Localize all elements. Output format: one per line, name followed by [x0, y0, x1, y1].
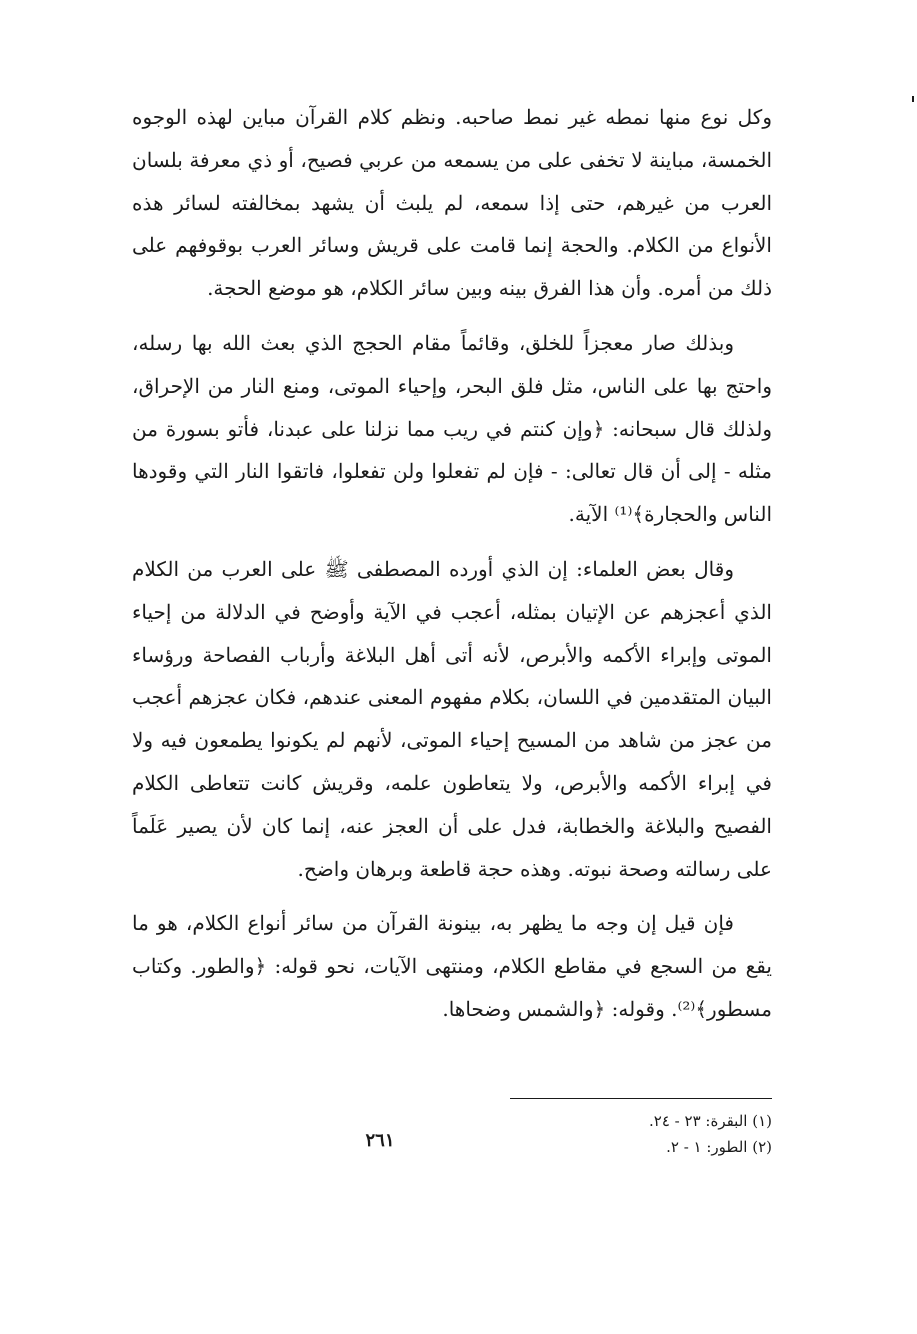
footnote-1: (١) البقرة: ٢٣ - ٢٤. — [649, 1112, 772, 1130]
paragraph-2: وبذلك صار معجزاً للخلق، وقائماً مقام الحجج الذي بعث الله بها رسله، واحتج بها على الناس، مثل فلق البحر، وإحياء الموتى، ومنع النار من الإحراق، ولذلك قال سبحانه: ﴿وإن كنتم في ريب مما نزلنا على عبدنا، فأتو بسورة من مثله - إلى أن قال تعالى: - فإن لم تفعلوا ولن تفعلوا، فاتقوا النار التي وقودها الناس والحجارة﴾⁽¹⁾ الآية. — [132, 330, 772, 527]
paragraph-4: فإن قيل إن وجه ما يظهر به، بينونة القرآن من سائر أنواع الكلام، هو ما يقع من السجع في مقاطع الكلام، ومنتهى الآيات، نحو قوله: ﴿والطور. وكتاب مسطور﴾⁽²⁾. وقوله: ﴿والشمس وضحاها. — [132, 911, 772, 1021]
page-number: ٢٦١ — [365, 1130, 395, 1151]
paragraph-1: وكل نوع منها نمطه غير نمط صاحبه. ونظم كلام القرآن مباين لهذه الوجوه الخمسة، مباينة لا تخفى على من يسمعه من عربي فصيح، أو ذي معرفة بلسان العرب من غيرهم، حتى إذا سمعه، لم يلبث أن يشهد بمخالفته لسائر هذه الأنواع من الكلام. والحجة إنما قامت على قريش وسائر العرب بوقوفهم على ذلك من أمره. وأن هذا الفرق بينه وبين سائر الكلام، هو موضع الحجة. — [132, 105, 772, 301]
footnote-divider — [510, 1098, 772, 1099]
body-text — [132, 96, 772, 1031]
paragraph-3: وقال بعض العلماء: إن الذي أورده المصطفى ﷺ على العرب من الكلام الذي أعجزهم عن الإتيان بمثله، أعجب في الآية وأوضح في الدلالة من إحياء الموتى وإبراء الأكمه والأبرص، لأنه أتى أهل البلاغة وأرباب الفصاحة ورؤساء البيان المتقدمين في اللسان، بكلام مفهوم المعنى عندهم، فكان عجزهم أعجب من عجز من شاهد من المسيح إحياء الموتى، لأنهم لم يكونوا يطمعون فيه ولا في إبراء الأكمه والأبرص، ولا يتعاطون علمه، وقريش كانت تتعاطى الكلام الفصيح والبلاغة والخطابة، فدل على أن العجز عنه، إنما كان لأن يصير عَلَماً على رسالته وصحة نبوته. وهذه حجة قاطعة وبرهان واضح. — [132, 556, 772, 881]
footnote-2: (٢) الطور: ١ - ٢. — [666, 1138, 772, 1156]
page-edge-mark — [912, 96, 914, 102]
